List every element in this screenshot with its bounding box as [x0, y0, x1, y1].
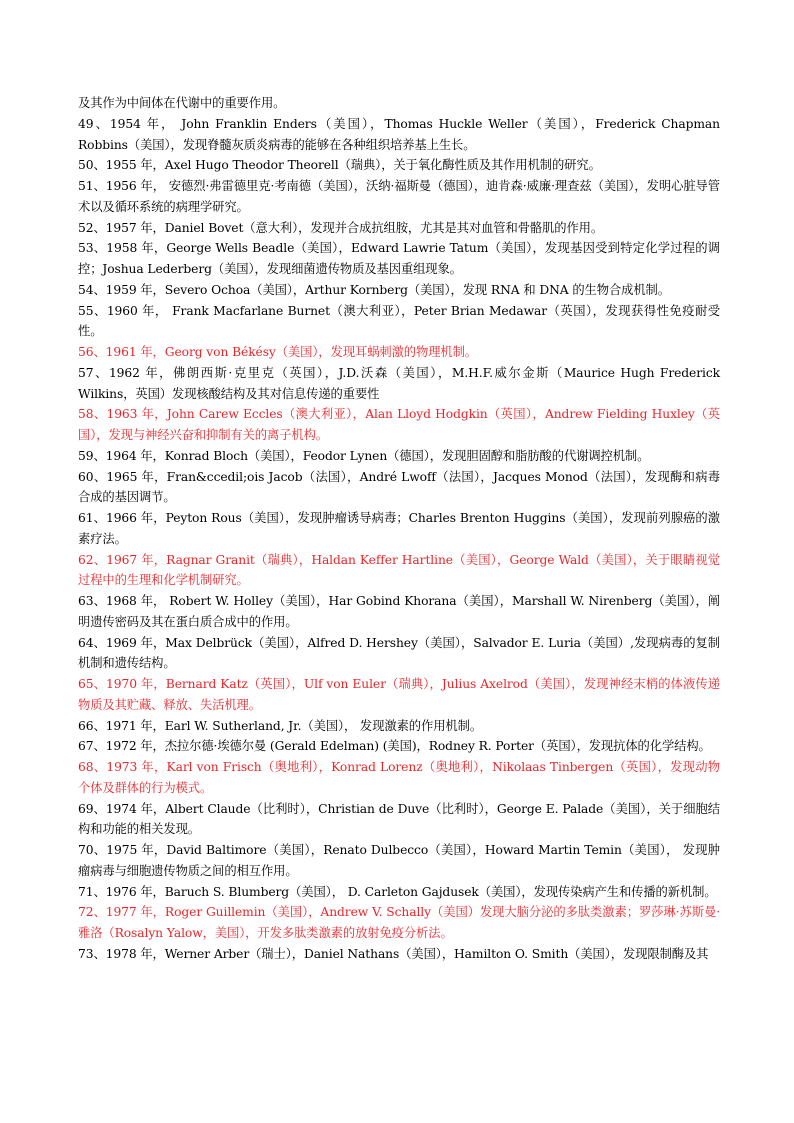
paragraph-13: 61、1966 年，Peyton Rous（美国），发现肿瘤诱导病毒；Charles Brenton Huggins（美国），发现前列腺癌的激素疗法。	[78, 511, 720, 546]
document-body	[78, 93, 720, 965]
paragraph-9: 57、1962 年，佛朗西斯·克里克（英国），J.D.沃森（美国），M.H.F.威尔金斯（Maurice Hugh Frederick Wilkins，英国）发现核酸结构及其对信息传递的重要性	[78, 365, 720, 401]
paragraph-20: 68、1973 年，Karl von Frisch（奥地利），Konrad Lorenz（奥地利），Nikolaas Tinbergen（英国），发现动物个体及群体的行为模式。	[78, 760, 720, 795]
paragraph-4: 52、1957 年，Daniel Bovet（意大利），发现并合成抗组胺，尤其是其对血管和骨骼肌的作用。	[78, 220, 604, 235]
paragraph-1: 49、1954 年， John Franklin Enders（美国），Thomas Huckle Weller（美国），Frederick Chapman Robbins（美国），发现脊髓灰质炎病毒的能够在各种组织培养基上生长。	[78, 116, 720, 152]
paragraph-15: 63、1968 年， Robert W. Holley（美国），Har Gobind Khorana（美国），Marshall W. Nirenberg（美国），阐明遗传密码及其在蛋白质合成中的作用。	[78, 594, 720, 629]
paragraph-16: 64、1969 年，Max Delbrück（美国），Alfred D. Hershey（美国），Salvador E. Luria（美国）,发现病毒的复制机制和遗传结构。	[78, 635, 720, 671]
paragraph-5: 53、1958 年，George Wells Beadle（美国），Edward Lawrie Tatum（美国），发现基因受到特定化学过程的调控；Joshua Lederberg（美国），发现细菌遗传物质及基因重组现象。	[78, 241, 720, 276]
paragraph-23: 71、1976 年，Baruch S. Blumberg（美国）， D. Carleton Gajdusek（美国），发现传染病产生和传播的新机制。	[78, 884, 717, 899]
paragraph-19: 67、1972 年，杰拉尔德·埃德尔曼 (Gerald Edelman) (美国)，Rodney R. Porter（英国），发现抗体的化学结构。	[78, 739, 711, 754]
paragraph-11: 59、1964 年，Konrad Bloch（美国），Feodor Lynen（德国），发现胆固醇和脂肪酸的代谢调控机制。	[78, 448, 650, 463]
paragraph-0: 及其作为中间体在代谢中的重要作用。	[78, 96, 286, 110]
paragraph-7: 55、1960 年， Frank Macfarlane Burnet（澳大利亚），Peter Brian Medawar（英国），发现获得性免疫耐受性。	[78, 303, 720, 339]
paragraph-21: 69、1974 年，Albert Claude（比利时），Christian de Duve（比利时），George E. Palade（美国），关于细胞结构和功能的相关发现。	[78, 801, 720, 837]
paragraph-10: 58、1963 年，John Carew Eccles（澳大利亚），Alan Lloyd Hodgkin（英国），Andrew Fielding Huxley（英国），发现与神经兴奋和抑制有关的离子机构。	[78, 407, 720, 442]
paragraph-14: 62、1967 年，Ragnar Granit（瑞典），Haldan Keffer Hartline（美国），George Wald（美国），关于眼睛视觉过程中的生理和化学机制研究。	[78, 552, 720, 588]
paragraph-3: 51、1956 年， 安德烈·弗雷德里克·考南德（美国），沃纳·福斯曼（德国），迪肯森·威廉·理查兹（美国），发明心脏导管术以及循环系统的病理学研究。	[78, 179, 720, 214]
paragraph-18: 66、1971 年，Earl W. Sutherland, Jr.（美国）， 发现激素的作用机制。	[78, 718, 482, 733]
paragraph-24: 72、1977 年，Roger Guillemin（美国），Andrew V. Schally（美国）发现大脑分泌的多肽类激素；罗莎琳·苏斯曼·雅洛（Rosalyn Yalow，美国），开发多肽类激素的放射免疫分析法。	[78, 905, 720, 940]
paragraph-6: 54、1959 年，Severo Ochoa（美国），Arthur Kornberg（美国），发现 RNA 和 DNA 的生物合成机制。	[78, 282, 670, 297]
paragraph-12: 60、1965 年，Fran&ccedil;ois Jacob（法国），André Lwoff（法国），Jacques Monod（法国），发现酶和病毒合成的基因调节。	[78, 469, 720, 505]
paragraph-25: 73、1978 年，Werner Arber（瑞士），Daniel Nathans（美国），Hamilton O. Smith（美国），发现限制酶及其	[78, 946, 709, 961]
paragraph-8: 56、1961 年，Georg von Békésy（美国），发现耳蜗刺激的物理机制。	[78, 345, 477, 359]
paragraph-17: 65、1970 年，Bernard Katz（英国），Ulf von Euler（瑞典），Julius Axelrod（美国），发现神经末梢的体液传递物质及其贮藏、释放、失活机理。	[78, 677, 720, 712]
paragraph-2: 50、1955 年，Axel Hugo Theodor Theorell（瑞典），关于氧化酶性质及其作用机制的研究。	[78, 158, 601, 173]
paragraph-22: 70、1975 年，David Baltimore（美国），Renato Dulbecco（美国），Howard Martin Temin（美国）， 发现肿瘤病毒与细胞遗传物质之间的相互作用。	[78, 843, 720, 878]
